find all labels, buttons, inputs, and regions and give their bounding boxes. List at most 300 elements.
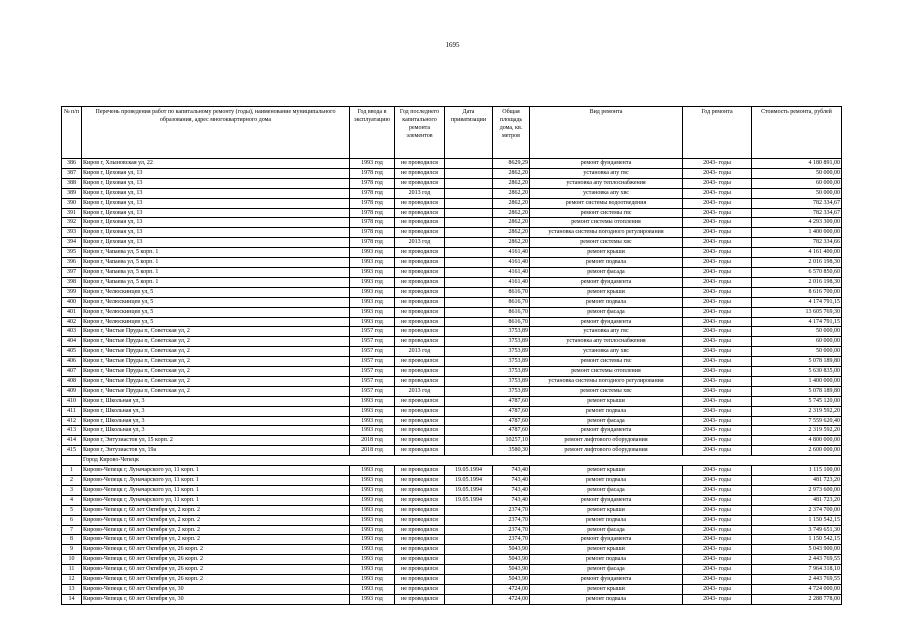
cell-repair-cost: 50 000,00: [752, 327, 842, 337]
table-row: [62, 396, 842, 406]
page-number: 1695: [445, 41, 460, 49]
table-row: [62, 485, 842, 495]
cell-number: 405: [62, 347, 82, 357]
cell-repair-type: ремонт подвала: [530, 297, 683, 307]
header-commission-year: Год ввода в эксплуатацию: [350, 107, 395, 159]
cell-repair-year: 2043- годы: [683, 466, 752, 476]
cell-repair-year: 2043- годы: [683, 228, 752, 238]
cell-repair-year: 2043- годы: [683, 198, 752, 208]
cell-privatization-date: [445, 198, 493, 208]
cell-commission-year: 1993 год: [350, 416, 395, 426]
cell-address: Кирово-Чепецк г, 60 лет Октября ул, 2 корп. 2: [82, 505, 350, 515]
cell-last-repair: не проводился: [395, 466, 445, 476]
cell-repair-type: ремонт фасада: [530, 525, 683, 535]
cell-commission-year: 1993 год: [350, 485, 395, 495]
cell-repair-year: 2043- годы: [683, 159, 752, 169]
cell-last-repair: не проводился: [395, 287, 445, 297]
cell-number: 397: [62, 267, 82, 277]
cell-repair-cost: 4 800 000,00: [752, 436, 842, 446]
cell-total-area: 3753,89: [493, 327, 530, 337]
table-row: [62, 376, 842, 386]
cell-repair-type: ремонт системы хвс: [530, 238, 683, 248]
cell-number: 393: [62, 228, 82, 238]
cell-total-area: 743,40: [493, 495, 530, 505]
cell-number: 7: [62, 525, 82, 535]
cell-privatization-date: [445, 515, 493, 525]
cell-commission-year: 1993 год: [350, 575, 395, 585]
cell-last-repair: не проводился: [395, 505, 445, 515]
cell-repair-type: ремонт фундамента: [530, 159, 683, 169]
cell-address: Киров г, Цеховая ул, 13: [82, 188, 350, 198]
cell-repair-type: ремонт фасада: [530, 267, 683, 277]
header-repair-cost: Стоимость ремонта, рублей: [752, 107, 842, 159]
cell-commission-year: 1978 год: [350, 188, 395, 198]
cell-repair-type: ремонт крыши: [530, 584, 683, 594]
table-row: [62, 277, 842, 287]
cell-last-repair: 2013 год: [395, 347, 445, 357]
cell-last-repair: не проводился: [395, 159, 445, 169]
cell-address: Киров г, Чистые Пруды п, Советская ул, 2: [82, 327, 350, 337]
cell-total-area: 10257,10: [493, 436, 530, 446]
cell-last-repair: не проводился: [395, 168, 445, 178]
cell-repair-cost: 2 016 198,30: [752, 258, 842, 268]
cell-address: Кирово-Чепецк г, Луначарского ул, 11 корп. 1: [82, 485, 350, 495]
cell-repair-year: 2043- годы: [683, 168, 752, 178]
cell-repair-type: ремонт фундамента: [530, 277, 683, 287]
cell-privatization-date: [445, 258, 493, 268]
cell-last-repair: не проводился: [395, 248, 445, 258]
table-row: [62, 297, 842, 307]
cell-repair-year: 2043- годы: [683, 277, 752, 287]
cell-repair-cost: 6 570 850,60: [752, 267, 842, 277]
cell-repair-type: установка системы погодного регулирования: [530, 376, 683, 386]
cell-address: Киров г, Школьная ул, 3: [82, 396, 350, 406]
cell-commission-year: 1993 год: [350, 525, 395, 535]
table-row: [62, 565, 842, 575]
cell-repair-year: 2043- годы: [683, 565, 752, 575]
cell-privatization-date: 19.05.1994: [445, 485, 493, 495]
cell-address: Кирово-Чепецк г, 60 лет Октября ул, 2 корп. 2: [82, 515, 350, 525]
cell-number: 11: [62, 565, 82, 575]
cell-privatization-date: [445, 535, 493, 545]
cell-commission-year: 1993 год: [350, 426, 395, 436]
cell-last-repair: не проводился: [395, 575, 445, 585]
cell-number: 408: [62, 376, 82, 386]
cell-commission-year: 2018 год: [350, 436, 395, 446]
cell-repair-cost: 60 000,00: [752, 337, 842, 347]
section-row: [62, 456, 842, 466]
cell-privatization-date: [445, 386, 493, 396]
cell-number: 395: [62, 248, 82, 258]
cell-number: 10: [62, 555, 82, 565]
cell-last-repair: не проводился: [395, 218, 445, 228]
cell-privatization-date: [445, 565, 493, 575]
cell-repair-year: 2043- годы: [683, 485, 752, 495]
cell-number: 2: [62, 476, 82, 486]
cell-repair-type: установка апу гвс: [530, 327, 683, 337]
cell-repair-year: 2043- годы: [683, 248, 752, 258]
cell-commission-year: 1957 год: [350, 357, 395, 367]
cell-number: 414: [62, 436, 82, 446]
table-row: [62, 218, 842, 228]
cell-total-area: 2862,20: [493, 178, 530, 188]
cell-address: Киров г, Челюскинцев ул, 5: [82, 287, 350, 297]
cell-address: Киров г, Хлыновская ул, 22: [82, 159, 350, 169]
cell-repair-cost: 4 180 891,00: [752, 159, 842, 169]
cell-address: Киров г, Чапаева ул, 5 корп. 1: [82, 277, 350, 287]
cell-number: 399: [62, 287, 82, 297]
cell-address: Киров г, Чапаева ул, 5 корп. 1: [82, 267, 350, 277]
cell-repair-cost: 4 293 300,00: [752, 218, 842, 228]
table-row: [62, 258, 842, 268]
cell-number: 404: [62, 337, 82, 347]
cell-total-area: 2862,20: [493, 198, 530, 208]
cell-privatization-date: [445, 267, 493, 277]
table-header: [62, 107, 842, 159]
cell-privatization-date: [445, 555, 493, 565]
cell-privatization-date: [445, 228, 493, 238]
cell-repair-year: 2043- годы: [683, 406, 752, 416]
table-row: [62, 178, 842, 188]
cell-privatization-date: [445, 307, 493, 317]
cell-total-area: 4787,60: [493, 396, 530, 406]
cell-repair-cost: 4 161 400,00: [752, 248, 842, 258]
cell-privatization-date: [445, 347, 493, 357]
cell-repair-type: ремонт лифтового оборудования: [530, 436, 683, 446]
cell-address: Киров г, Чистые Пруды п, Советская ул, 2: [82, 347, 350, 357]
table-row: [62, 535, 842, 545]
cell-address: Киров г, Чистые Пруды п, Советская ул, 2: [82, 386, 350, 396]
cell-address: Киров г, Чистые Пруды п, Советская ул, 2: [82, 376, 350, 386]
cell-total-area: 2862,20: [493, 238, 530, 248]
cell-privatization-date: [445, 178, 493, 188]
cell-total-area: 743,40: [493, 485, 530, 495]
cell-privatization-date: [445, 208, 493, 218]
cell-number: 407: [62, 367, 82, 377]
cell-total-area: 8616,70: [493, 297, 530, 307]
cell-last-repair: не проводился: [395, 416, 445, 426]
cell-last-repair: не проводился: [395, 495, 445, 505]
cell-repair-type: ремонт фундамента: [530, 575, 683, 585]
cell-repair-type: ремонт системы отопления: [530, 218, 683, 228]
table-row: [62, 466, 842, 476]
cell-repair-type: ремонт фасада: [530, 307, 683, 317]
cell-total-area: 5043,90: [493, 575, 530, 585]
cell-repair-cost: 5 745 120,00: [752, 396, 842, 406]
cell-number: 5: [62, 505, 82, 515]
cell-repair-type: ремонт фасада: [530, 485, 683, 495]
cell-repair-cost: 782 334,66: [752, 238, 842, 248]
cell-last-repair: не проводился: [395, 525, 445, 535]
cell-last-repair: не проводился: [395, 535, 445, 545]
cell-privatization-date: 19.05.1994: [445, 466, 493, 476]
cell-commission-year: 1993 год: [350, 495, 395, 505]
cell-commission-year: 1993 год: [350, 594, 395, 604]
cell-repair-type: ремонт фасада: [530, 565, 683, 575]
cell-privatization-date: [445, 376, 493, 386]
cell-address: Киров г, Чистые Пруды п, Советская ул, 2: [82, 357, 350, 367]
cell-repair-cost: 782 334,67: [752, 198, 842, 208]
cell-address: Киров г, Чапаева ул, 5 корп. 1: [82, 248, 350, 258]
cell-repair-year: 2043- годы: [683, 525, 752, 535]
cell-total-area: 2374,70: [493, 515, 530, 525]
cell-total-area: 2862,20: [493, 218, 530, 228]
cell-total-area: 4787,60: [493, 426, 530, 436]
cell-repair-year: 2043- годы: [683, 337, 752, 347]
cell-address: Кирово-Чепецк г, 60 лет Октября ул, 26 корп. 2: [82, 555, 350, 565]
cell-repair-year: 2043- годы: [683, 505, 752, 515]
cell-repair-year: 2043- годы: [683, 416, 752, 426]
cell-address: Кирово-Чепецк г, Луначарского ул, 11 корп. 1: [82, 476, 350, 486]
cell-commission-year: 1978 год: [350, 208, 395, 218]
cell-repair-cost: 5 630 835,00: [752, 367, 842, 377]
table-row: [62, 168, 842, 178]
cell-last-repair: не проводился: [395, 208, 445, 218]
cell-number: 14: [62, 594, 82, 604]
cell-repair-type: установка апу теплоснабжения: [530, 337, 683, 347]
table-row: [62, 228, 842, 238]
cell-repair-year: 2043- годы: [683, 575, 752, 585]
cell-repair-year: 2043- годы: [683, 258, 752, 268]
cell-privatization-date: 19.05.1994: [445, 476, 493, 486]
cell-address: Киров г, Энтузиастов ул, 19а: [82, 446, 350, 456]
cell-number: 401: [62, 307, 82, 317]
cell-privatization-date: [445, 594, 493, 604]
table-row: [62, 337, 842, 347]
cell-address: Киров г, Челюскинцев ул, 5: [82, 307, 350, 317]
table-row: [62, 238, 842, 248]
cell-last-repair: не проводился: [395, 178, 445, 188]
cell-privatization-date: [445, 575, 493, 585]
cell-address: Киров г, Цеховая ул, 13: [82, 178, 350, 188]
cell-repair-cost: 5 078 189,80: [752, 357, 842, 367]
cell-last-repair: 2013 год: [395, 386, 445, 396]
cell-total-area: 3753,89: [493, 376, 530, 386]
cell-privatization-date: [445, 446, 493, 456]
cell-commission-year: 1993 год: [350, 565, 395, 575]
cell-privatization-date: [445, 327, 493, 337]
cell-repair-cost: 1 115 100,00: [752, 466, 842, 476]
table-row: [62, 575, 842, 585]
table-row: [62, 406, 842, 416]
cell-total-area: 4161,40: [493, 258, 530, 268]
cell-repair-year: 2043- годы: [683, 495, 752, 505]
cell-repair-cost: 1 150 542,15: [752, 535, 842, 545]
cell-privatization-date: [445, 168, 493, 178]
cell-repair-cost: 4 724 000,00: [752, 584, 842, 594]
cell-total-area: 2862,20: [493, 208, 530, 218]
cell-privatization-date: [445, 525, 493, 535]
cell-total-area: 3753,89: [493, 347, 530, 357]
cell-total-area: 743,40: [493, 466, 530, 476]
cell-commission-year: 1993 год: [350, 584, 395, 594]
cell-address: Кирово-Чепецк г, 60 лет Октября ул, 26 корп. 2: [82, 575, 350, 585]
cell-commission-year: 1978 год: [350, 168, 395, 178]
cell-privatization-date: [445, 357, 493, 367]
table-row: [62, 386, 842, 396]
cell-last-repair: не проводился: [395, 307, 445, 317]
cell-repair-year: 2043- годы: [683, 594, 752, 604]
cell-commission-year: 1993 год: [350, 545, 395, 555]
cell-repair-year: 2043- годы: [683, 396, 752, 406]
cell-repair-year: 2043- годы: [683, 238, 752, 248]
table-row: [62, 515, 842, 525]
cell-repair-cost: 2 374 700,00: [752, 505, 842, 515]
cell-commission-year: 1993 год: [350, 317, 395, 327]
cell-address: Кирово-Чепецк г, 60 лет Октября ул, 26 корп. 2: [82, 565, 350, 575]
cell-repair-year: 2043- годы: [683, 584, 752, 594]
cell-address: Кирово-Чепецк г, 60 лет Октября ул, 2 корп. 2: [82, 525, 350, 535]
cell-repair-type: ремонт системы хвс: [530, 386, 683, 396]
cell-repair-cost: 2 600 000,00: [752, 446, 842, 456]
cell-last-repair: не проводился: [395, 198, 445, 208]
section-title: Город Кирово-Чепецк: [82, 456, 842, 466]
cell-repair-cost: 50 000,00: [752, 168, 842, 178]
table-row: [62, 347, 842, 357]
header-repair-year: Год ремонта: [683, 107, 752, 159]
cell-last-repair: не проводился: [395, 317, 445, 327]
cell-last-repair: не проводился: [395, 267, 445, 277]
cell-commission-year: 1978 год: [350, 238, 395, 248]
cell-repair-year: 2043- годы: [683, 367, 752, 377]
cell-last-repair: не проводился: [395, 327, 445, 337]
cell-total-area: 4787,60: [493, 406, 530, 416]
cell-repair-type: ремонт фундамента: [530, 317, 683, 327]
cell-commission-year: 1993 год: [350, 406, 395, 416]
cell-commission-year: 1957 год: [350, 367, 395, 377]
table-row: [62, 208, 842, 218]
cell-last-repair: не проводился: [395, 426, 445, 436]
cell-total-area: 5043,90: [493, 555, 530, 565]
table-row: [62, 367, 842, 377]
cell-number: 413: [62, 426, 82, 436]
cell-last-repair: не проводился: [395, 485, 445, 495]
cell-repair-cost: 481 723,20: [752, 495, 842, 505]
cell-number: 4: [62, 495, 82, 505]
table-row: [62, 545, 842, 555]
cell-repair-type: ремонт системы гвс: [530, 357, 683, 367]
cell-repair-type: ремонт подвала: [530, 515, 683, 525]
cell-repair-cost: 2 443 769,55: [752, 555, 842, 565]
cell-repair-year: 2043- годы: [683, 317, 752, 327]
table-row: [62, 357, 842, 367]
cell-address: Киров г, Челюскинцев ул, 5: [82, 297, 350, 307]
cell-repair-cost: 1 150 542,15: [752, 515, 842, 525]
cell-last-repair: не проводился: [395, 565, 445, 575]
table-row: [62, 307, 842, 317]
cell-privatization-date: [445, 248, 493, 258]
cell-commission-year: 1993 год: [350, 159, 395, 169]
cell-repair-type: ремонт подвала: [530, 476, 683, 486]
table-row: [62, 248, 842, 258]
cell-commission-year: 1957 год: [350, 337, 395, 347]
cell-last-repair: не проводился: [395, 228, 445, 238]
table-row: [62, 555, 842, 565]
cell-last-repair: не проводился: [395, 277, 445, 287]
cell-address: Киров г, Чистые Пруды п, Советская ул, 2: [82, 337, 350, 347]
cell-repair-type: ремонт крыши: [530, 287, 683, 297]
cell-last-repair: не проводился: [395, 436, 445, 446]
cell-number: 402: [62, 317, 82, 327]
cell-repair-cost: 2 016 198,30: [752, 277, 842, 287]
cell-privatization-date: [445, 545, 493, 555]
cell-number: 6: [62, 515, 82, 525]
cell-repair-year: 2043- годы: [683, 555, 752, 565]
header-repair-type: Вид ремонта: [530, 107, 683, 159]
cell-total-area: 3753,89: [493, 357, 530, 367]
table-row: [62, 159, 842, 169]
cell-repair-type: установка апу теплоснабжения: [530, 178, 683, 188]
cell-repair-type: ремонт крыши: [530, 505, 683, 515]
cell-privatization-date: [445, 238, 493, 248]
cell-total-area: 743,40: [493, 476, 530, 486]
table-row: [62, 188, 842, 198]
table-row: [62, 327, 842, 337]
cell-number: 8: [62, 535, 82, 545]
cell-repair-year: 2043- годы: [683, 357, 752, 367]
cell-privatization-date: [445, 505, 493, 515]
cell-number: 409: [62, 386, 82, 396]
header-last-repair: Год последнего капитального ремонта элементов: [395, 107, 445, 159]
cell-repair-type: ремонт фундамента: [530, 495, 683, 505]
cell-repair-type: ремонт крыши: [530, 466, 683, 476]
table-row: [62, 416, 842, 426]
cell-total-area: 4724,00: [493, 584, 530, 594]
cell-repair-year: 2043- годы: [683, 297, 752, 307]
cell-repair-cost: 60 000,00: [752, 178, 842, 188]
cell-commission-year: 1993 год: [350, 307, 395, 317]
cell-number: 12: [62, 575, 82, 585]
cell-last-repair: не проводился: [395, 555, 445, 565]
cell-last-repair: 2013 год: [395, 188, 445, 198]
cell-commission-year: 1993 год: [350, 535, 395, 545]
cell-total-area: 3580,30: [493, 446, 530, 456]
cell-total-area: 3753,89: [493, 367, 530, 377]
cell-address: Киров г, Чапаева ул, 5 корп. 1: [82, 258, 350, 268]
cell-repair-type: ремонт фундамента: [530, 535, 683, 545]
cell-commission-year: 1978 год: [350, 228, 395, 238]
cell-repair-year: 2043- годы: [683, 307, 752, 317]
cell-repair-cost: 13 605 769,30: [752, 307, 842, 317]
cell-repair-cost: 1 400 000,00: [752, 376, 842, 386]
cell-number: [62, 456, 82, 466]
cell-last-repair: не проводился: [395, 258, 445, 268]
cell-repair-year: 2043- годы: [683, 376, 752, 386]
cell-number: 9: [62, 545, 82, 555]
cell-address: Кирово-Чепецк г, Луначарского ул, 11 корп. 1: [82, 466, 350, 476]
cell-number: 390: [62, 198, 82, 208]
cell-number: 392: [62, 218, 82, 228]
table-row: [62, 267, 842, 277]
cell-repair-type: ремонт фундамента: [530, 426, 683, 436]
cell-total-area: 4724,00: [493, 594, 530, 604]
cell-repair-year: 2043- годы: [683, 426, 752, 436]
cell-repair-type: ремонт крыши: [530, 545, 683, 555]
cell-repair-year: 2043- годы: [683, 327, 752, 337]
table-body: [62, 159, 842, 605]
cell-address: Киров г, Цеховая ул, 13: [82, 198, 350, 208]
cell-last-repair: не проводился: [395, 396, 445, 406]
cell-total-area: 2374,70: [493, 525, 530, 535]
cell-address: Кирово-Чепецк г, 60 лет Октября ул, 30: [82, 594, 350, 604]
cell-number: 398: [62, 277, 82, 287]
cell-total-area: 8616,70: [493, 317, 530, 327]
cell-repair-cost: 481 723,20: [752, 476, 842, 486]
header-address: Перечень проведения работ по капитальному ремонту (годы), наименование муниципального образования, адрес многоквартирного дома: [82, 107, 350, 159]
cell-repair-year: 2043- годы: [683, 446, 752, 456]
cell-last-repair: не проводился: [395, 367, 445, 377]
cell-repair-type: установка апу хвс: [530, 347, 683, 357]
